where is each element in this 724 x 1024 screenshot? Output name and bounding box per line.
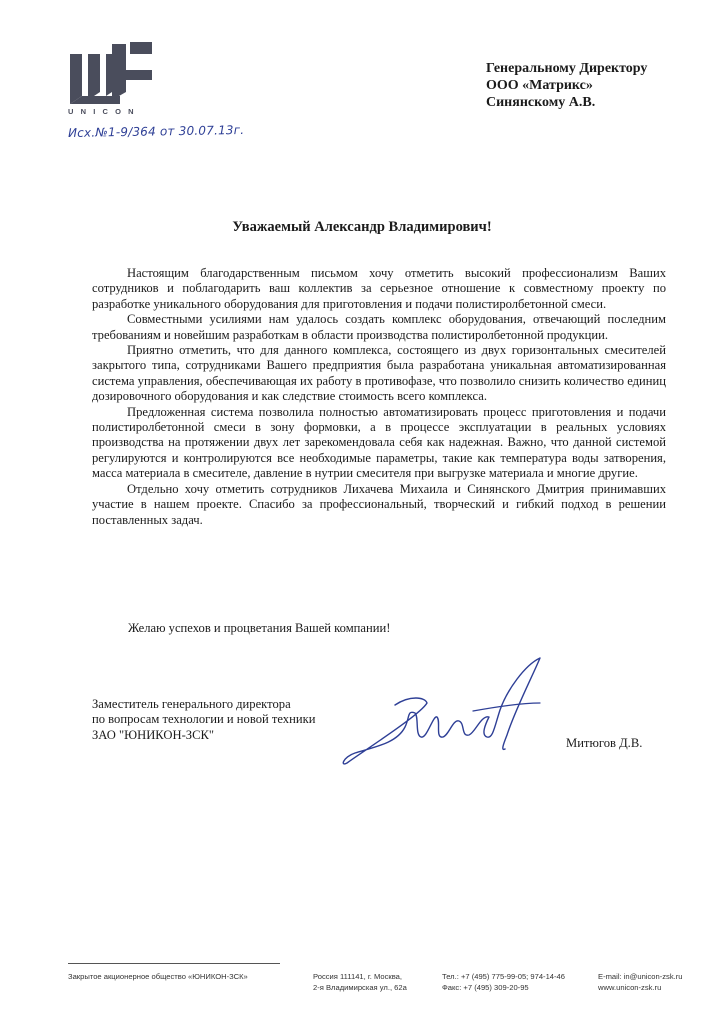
greeting: Уважаемый Александр Владимирович! — [232, 219, 492, 235]
signer-title-line2: по вопросам технологии и новой техники — [92, 712, 316, 727]
footer-phone: Тел.: +7 (495) 775-99-05; 974-14-46 — [442, 972, 566, 981]
addressee-company: ООО «Матрикс» — [486, 78, 593, 93]
footer-website[interactable]: www.unicon-zsk.ru — [598, 983, 662, 992]
footer-contacts — [598, 971, 683, 993]
paragraph: Предложенная система позволила полностью автоматизировать процесс приготовления и подачи полистиролбетонной смеси в зону формовки, а в процессе эксплуатации в реальных условиях производства на протяжении двух лет зарекомендовала себя как надежная. Важно, что данной системой регулируются и контролируются все необходимые параметры, такие как температура воды затворения, масса материала в смесителе, давление в нутрии смесителя при выгрузке материала и многие другие. — [92, 404, 666, 481]
unicon-logo-mark — [68, 40, 154, 114]
handwritten-signature — [335, 655, 560, 770]
footer-email[interactable]: E-mail: in@unicon-zsk.ru — [598, 972, 683, 981]
closing-wish: Желаю успехов и процветания Вашей компании! — [128, 621, 391, 635]
signer-name: Митюгов Д.В. — [566, 736, 643, 750]
paragraph: Совместными усилиями нам удалось создать комплекс оборудования, отвечающий последним требованиям и новейшим разработкам в области производства полистиролбетонной продукции. — [92, 312, 666, 342]
signer-company: ЗАО "ЮНИКОН-ЗСК" — [92, 727, 215, 742]
footer-address — [313, 971, 407, 993]
logo-wordmark: UNICON — [68, 107, 141, 116]
signer-title-line1: Заместитель генерального директора — [92, 697, 291, 711]
footer-address-line1: Россия 111141, г. Москва, — [313, 972, 402, 981]
signer-block — [92, 697, 315, 743]
addressee-name: Синянскому А.В. — [486, 95, 596, 110]
paragraph: Настоящим благодарственным письмом хочу отметить высокий профессионализм Ваших сотрудников и поблагодарить ваш коллектив за серьезное отношение к совместному проекту по разработке уникального оборудования для приготовления и подачи полистиролбетонной смеси. — [92, 266, 666, 311]
footer-company: Закрытое акционерное общество «ЮНИКОН-ЗСК» — [68, 972, 248, 981]
addressee-position: Генеральному Директору — [486, 61, 648, 76]
footer-phones — [442, 971, 565, 993]
footer-fax: Факс: +7 (495) 309-20-95 — [442, 983, 529, 992]
footer-divider — [68, 963, 280, 964]
paragraph: Отдельно хочу отметить сотрудников Лихачева Михаила и Синянского Дмитрия принимавших участие в нашем проекте. Спасибо за профессиональный, творческий и гибкий подход в решении поставленных задач. — [92, 481, 666, 527]
paragraph: Приятно отметить, что для данного комплекса, состоящего из двух горизонтальных смесителей закрытого типа, сотрудниками Вашего предприятия была разработана уникальная автоматизированная система управления, обеспечивающая их работу в противофазе, что позволило снизить количество единиц дозировочного оборудования и как следствие стоимость всего комплекса. — [92, 343, 666, 404]
letter-body — [92, 266, 666, 528]
outgoing-number-note: Исх.№1-9/364 от 30.07.13г. — [67, 122, 245, 140]
footer-address-line2: 2-я Владимирская ул., 62а — [313, 983, 407, 992]
addressee-block — [486, 60, 647, 111]
